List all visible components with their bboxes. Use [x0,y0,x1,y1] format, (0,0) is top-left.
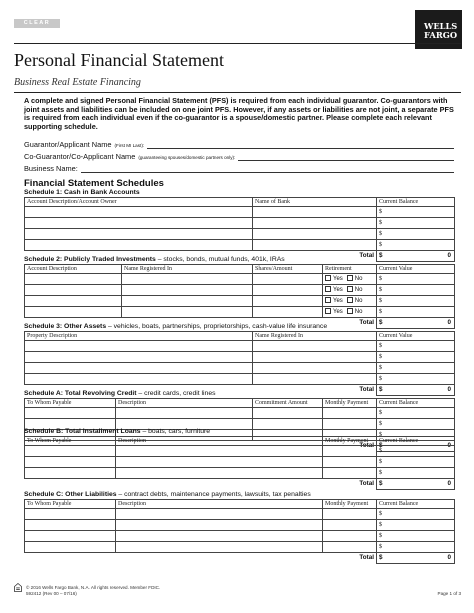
currency-cell[interactable]: $ [377,430,455,441]
currency-cell[interactable]: $ [377,468,455,479]
currency-cell[interactable]: $ [377,509,455,520]
column-header: Current Value [377,332,455,341]
column-header: Current Value [377,265,455,274]
currency-cell[interactable]: $ [377,419,455,430]
no-checkbox[interactable] [347,297,353,303]
table-row [25,363,455,374]
table-row [25,296,455,307]
guarantor-label: Guarantor/Applicant Name [24,140,112,149]
copyright-text: © 2016 Wells Fargo Bank, N.A. All rights reserved. Member FDIC. [26,585,161,590]
table-row [25,531,455,542]
guarantor-name-input[interactable] [147,140,454,149]
column-header: Commitment Amount [253,399,323,408]
column-header: Current Balance [377,437,455,446]
currency-cell[interactable]: $ [377,240,455,251]
currency-cell[interactable]: $ [377,408,455,419]
schedule-3-title: Schedule 3: Other Assets – vehicles, boats, partnerships, proprietorships, cash-value life insurance [24,323,328,330]
column-header: Name of Bank [253,198,377,207]
table-row [25,520,455,531]
total-label: Total [359,252,374,260]
header-bar [14,10,412,43]
schedule-1-title: Schedule 1: Cash in Bank Accounts [24,189,140,196]
table-row [25,509,455,520]
table-row [25,285,455,296]
total-label: Total [359,442,374,450]
currency-cell[interactable]: $ [377,520,455,531]
no-checkbox[interactable] [347,308,353,314]
schedule-1-table [24,197,455,262]
column-header: To Whom Payable [25,399,116,408]
coguarantor-name-input[interactable] [238,152,454,161]
column-header: Monthly Payment [323,437,377,446]
currency-cell[interactable]: $ [377,285,455,296]
clear-button[interactable]: CLEAR [14,19,60,28]
coguarantor-field-row [24,150,454,161]
table-row [25,207,455,218]
column-header: Current Balance [377,399,455,408]
currency-cell[interactable]: $ [377,207,455,218]
column-header: Description [116,399,253,408]
intro-text: A complete and signed Personal Financial Statement (PFS) is required from each individual guarantor. Co-guarantors with joint assets and liabilities can be included on one joint PFS. However, if any assets or liabilities are not joint, a separate PFS is required from each individual even if the co-guarantor is a spouse/domestic partner. Please complete each relevant supporting schedule. [24,96,454,131]
column-header: Monthly Payment [323,500,377,509]
table-row [25,341,455,352]
page-subtitle: Business Real Estate Financing [14,77,141,88]
currency-cell[interactable]: $ [377,446,455,457]
retirement-cell: Yes No [323,285,377,296]
no-checkbox[interactable] [347,275,353,281]
no-checkbox[interactable] [347,286,353,292]
table-row [25,446,455,457]
logo-line-1: WELLS [424,21,458,31]
table-row [25,240,455,251]
footer-text [26,585,160,597]
schedule-c-title: Schedule C: Other Liabilities – contract debts, maintenance payments, lawsuits, tax penalties [24,491,311,498]
column-header: Monthly Payment [323,399,377,408]
currency-cell[interactable]: $ [377,531,455,542]
column-header: Name Registered In [122,265,253,274]
column-header: Account Description/Account Owner [25,198,253,207]
column-header: Current Balance [377,198,455,207]
business-field-row [24,162,454,173]
schedule-c-table [24,499,455,564]
header-rule [14,43,461,44]
table-row [25,374,455,385]
title-rule [14,92,461,93]
table-row [25,218,455,229]
business-label: Business Name: [24,164,78,173]
page-number: Page 1 of 3 [437,591,461,596]
currency-cell[interactable]: $ [377,341,455,352]
column-header: To Whom Payable [25,500,116,509]
currency-cell[interactable]: $ [377,307,455,318]
column-header: Current Balance [377,500,455,509]
retirement-cell: Yes No [323,296,377,307]
total-label: Total [359,386,374,394]
retirement-cell: Yes No [323,307,377,318]
table-row [25,307,455,318]
retirement-cell: Yes No [323,274,377,285]
currency-cell[interactable]: $ [377,542,455,553]
section-title: Financial Statement Schedules [24,178,164,189]
currency-cell[interactable]: $ [377,374,455,385]
schedule-c-total: $ 0 [377,553,455,564]
currency-cell[interactable]: $ [377,229,455,240]
schedule-b-table [24,436,455,490]
column-header: Description [116,500,323,509]
column-header: To Whom Payable [25,437,116,446]
table-row [25,468,455,479]
yes-checkbox[interactable] [325,297,331,303]
currency-cell[interactable]: $ [377,296,455,307]
schedule-a-total: $ 0 [377,441,455,452]
table-row [25,542,455,553]
equal-housing-lender-icon [14,583,22,592]
coguarantor-label: Co-Guarantor/Co-Applicant Name [24,152,136,161]
coguarantor-hint: (guaranteeing spouses/domestic partners only): [138,155,236,160]
logo-line-2: FARGO [424,30,458,40]
table-row [25,457,455,468]
total-label: Total [359,480,374,488]
table-row [25,229,455,240]
schedule-1-total: $ 0 [377,251,455,262]
yes-checkbox[interactable] [325,308,331,314]
currency-cell[interactable]: $ [377,352,455,363]
column-header: Account Description [25,265,122,274]
currency-cell[interactable]: $ [377,274,455,285]
column-header: Property Description [25,332,253,341]
schedule-3-table [24,331,455,396]
schedule-3-total: $ 0 [377,385,455,396]
schedule-a-title: Schedule A: Total Revolving Credit – credit cards, credit lines [24,390,216,397]
schedule-2-table [24,264,455,329]
schedule-2-total: $ 0 [377,318,455,329]
table-row [25,408,455,419]
table-row [25,352,455,363]
business-name-input[interactable] [81,164,454,173]
total-label: Total [359,554,374,562]
schedule-2-title: Schedule 2: Publicly Traded Investments – stocks, bonds, mutual funds, 401k, IRAs [24,256,285,263]
column-header: Description [116,437,323,446]
column-header: Shares/Amount [253,265,323,274]
currency-cell[interactable]: $ [377,363,455,374]
column-header: Name Registered In [253,332,377,341]
table-row [25,274,455,285]
yes-checkbox[interactable] [325,275,331,281]
form-revision: 592412 (Rev 00 – 07/16) [26,591,77,596]
currency-cell[interactable]: $ [377,218,455,229]
guarantor-hint: (First MI Last): [114,143,145,148]
column-header: Retirement [323,265,377,274]
page-title: Personal Financial Statement [14,50,224,70]
total-label: Total [359,319,374,327]
yes-checkbox[interactable] [325,286,331,292]
schedule-b-total: $ 0 [377,479,455,490]
currency-cell[interactable]: $ [377,457,455,468]
guarantor-field-row [24,138,454,149]
schedule-b-title: Schedule B: Total Installment Loans – boats, cars, furniture [24,428,211,435]
